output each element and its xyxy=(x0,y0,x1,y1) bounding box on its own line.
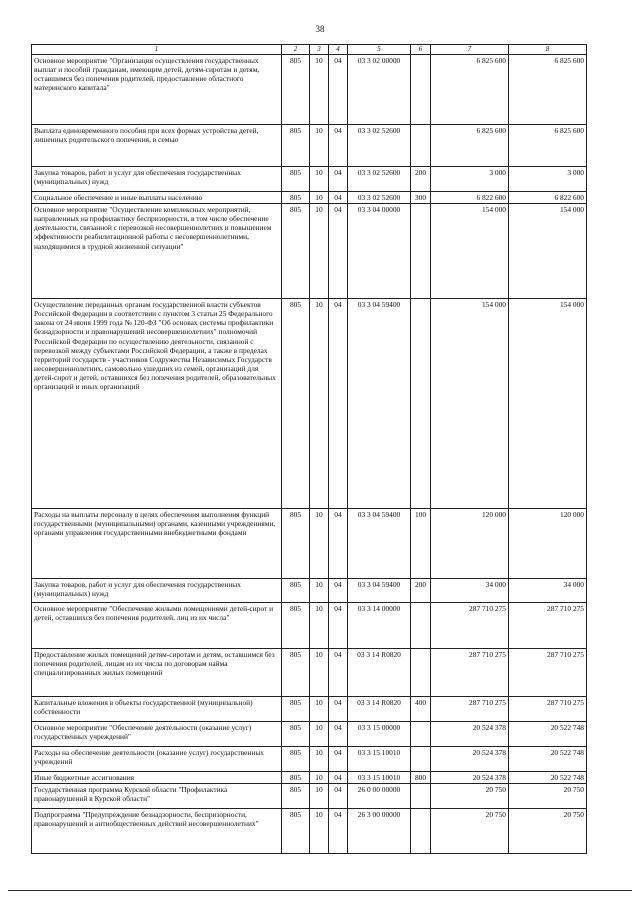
row-pr: 04 xyxy=(329,125,348,167)
row-name: Основное мероприятие "Организация осуществления государственных выплат и пособий гражданам, имеющим детей, детям-сиротам и детям, оставшимся без попечения родителей, предоставление областного материнского капитала" xyxy=(32,55,282,125)
row-vr: 400 xyxy=(411,697,431,722)
row-sum-col8: 120 000 xyxy=(509,509,587,579)
row-sum-col7: 20 524 378 xyxy=(431,747,509,772)
row-gr: 805 xyxy=(282,125,310,167)
row-vr: 300 xyxy=(411,192,431,204)
table-row xyxy=(32,579,587,603)
row-rz: 10 xyxy=(310,167,329,192)
row-gr: 805 xyxy=(282,603,310,649)
row-pr: 04 xyxy=(329,809,348,854)
row-sum-col8: 287 710 275 xyxy=(509,649,587,697)
row-csr: 03 3 14 00000 xyxy=(348,603,411,649)
row-pr: 04 xyxy=(329,603,348,649)
row-sum-col7: 20 524 378 xyxy=(431,772,509,784)
row-vr xyxy=(411,747,431,772)
row-gr: 805 xyxy=(282,772,310,784)
table-row xyxy=(32,167,587,192)
row-sum-col7: 6 825 600 xyxy=(431,55,509,125)
row-name: Осуществление переданных органам государственной власти субъектов Российской Федерации в соответствии с пунктом 3 статьи 25 Федерального закона от 24 июня 1999 года № 120-ФЗ "Об основах системы профилактики безнадзорности и правонарушений несовершеннолетних" полномочий Российской Федерации по осуществлению деятельности, связанной с перевозкой между субъектами Российской Федерации, а также в пределах территорий государств - участников Содружества Независимых Государств несовершеннолетних, самовольно ушедших из семей, организаций для детей-сирот и детей, оставшихся без попечения родителей, образовательных организаций и иных организаций xyxy=(32,299,282,509)
row-rz: 10 xyxy=(310,603,329,649)
row-sum-col8: 154 000 xyxy=(509,204,587,299)
row-sum-col8: 20 522 748 xyxy=(509,772,587,784)
row-rz: 10 xyxy=(310,192,329,204)
row-sum-col8: 6 822 600 xyxy=(509,192,587,204)
row-pr: 04 xyxy=(329,167,348,192)
row-name: Закупка товаров, работ и услуг для обеспечения государственных (муниципальных) нужд xyxy=(32,579,282,603)
row-pr: 04 xyxy=(329,649,348,697)
table-row xyxy=(32,204,587,299)
row-sum-col7: 20 750 xyxy=(431,809,509,854)
row-sum-col8: 20 522 748 xyxy=(509,722,587,747)
row-pr: 04 xyxy=(329,784,348,809)
row-sum-col7: 34 000 xyxy=(431,579,509,603)
row-pr: 04 xyxy=(329,192,348,204)
row-gr: 805 xyxy=(282,809,310,854)
table-row xyxy=(32,55,587,125)
row-csr: 03 3 14 R0820 xyxy=(348,649,411,697)
row-sum-col8: 6 825 600 xyxy=(509,125,587,167)
row-rz: 10 xyxy=(310,722,329,747)
row-csr: 26 3 00 00000 xyxy=(348,809,411,854)
row-csr: 03 3 02 52600 xyxy=(348,125,411,167)
row-sum-col7: 120 000 xyxy=(431,509,509,579)
col-header-4: 4 xyxy=(329,45,348,55)
header-row xyxy=(32,45,587,55)
row-csr: 03 3 15 10010 xyxy=(348,772,411,784)
table-row xyxy=(32,603,587,649)
row-pr: 04 xyxy=(329,697,348,722)
row-csr: 03 3 02 00000 xyxy=(348,55,411,125)
table-row xyxy=(32,697,587,722)
row-vr xyxy=(411,649,431,697)
row-pr: 04 xyxy=(329,772,348,784)
row-vr xyxy=(411,125,431,167)
table-row xyxy=(32,299,587,509)
table-row xyxy=(32,809,587,854)
row-vr: 800 xyxy=(411,772,431,784)
row-pr: 04 xyxy=(329,579,348,603)
row-gr: 805 xyxy=(282,784,310,809)
col-header-8: 8 xyxy=(509,45,587,55)
row-vr xyxy=(411,204,431,299)
row-sum-col8: 20 750 xyxy=(509,809,587,854)
row-gr: 805 xyxy=(282,722,310,747)
row-name: Капитальные вложения в объекты государственной (муниципальной) собственности xyxy=(32,697,282,722)
row-rz: 10 xyxy=(310,55,329,125)
row-pr: 04 xyxy=(329,204,348,299)
row-sum-col8: 20 522 748 xyxy=(509,747,587,772)
row-vr xyxy=(411,299,431,509)
row-gr: 805 xyxy=(282,192,310,204)
row-sum-col8: 287 710 275 xyxy=(509,697,587,722)
row-sum-col8: 154 000 xyxy=(509,299,587,509)
table-row xyxy=(32,772,587,784)
row-sum-col7: 3 000 xyxy=(431,167,509,192)
col-header-7: 7 xyxy=(431,45,509,55)
table-row xyxy=(32,722,587,747)
col-header-2: 2 xyxy=(282,45,310,55)
row-rz: 10 xyxy=(310,747,329,772)
row-gr: 805 xyxy=(282,649,310,697)
table-row xyxy=(32,649,587,697)
row-csr: 03 3 02 52600 xyxy=(348,167,411,192)
row-name: Государственная программа Курской области "Профилактика правонарушений в Курской области" xyxy=(32,784,282,809)
row-vr xyxy=(411,722,431,747)
row-gr: 805 xyxy=(282,579,310,603)
row-pr: 04 xyxy=(329,722,348,747)
col-header-3: 3 xyxy=(310,45,329,55)
row-csr: 03 3 14 R0820 xyxy=(348,697,411,722)
row-name: Основное мероприятие "Осуществление комплексных мероприятий, направленных на профилактику беспризорности, в том числе обеспечение деятельности, связанной с перевозкой несовершеннолетних и повышением эффективности реабилитационной работы с несовершеннолетними, находящимися в трудной жизненной ситуации" xyxy=(32,204,282,299)
row-vr: 100 xyxy=(411,509,431,579)
row-gr: 805 xyxy=(282,697,310,722)
row-gr: 805 xyxy=(282,747,310,772)
row-csr: 03 3 02 52600 xyxy=(348,192,411,204)
row-sum-col8: 3 000 xyxy=(509,167,587,192)
col-header-5: 5 xyxy=(348,45,411,55)
row-vr xyxy=(411,55,431,125)
col-header-6: 6 xyxy=(411,45,431,55)
row-rz: 10 xyxy=(310,299,329,509)
row-rz: 10 xyxy=(310,579,329,603)
row-vr xyxy=(411,809,431,854)
row-pr: 04 xyxy=(329,747,348,772)
row-name: Подпрограмма "Предупреждение безнадзорности, беспризорности, правонарушений и антиобщественных действий несовершеннолетних" xyxy=(32,809,282,854)
row-rz: 10 xyxy=(310,649,329,697)
row-rz: 10 xyxy=(310,772,329,784)
row-pr: 04 xyxy=(329,509,348,579)
table-row xyxy=(32,125,587,167)
row-gr: 805 xyxy=(282,204,310,299)
row-sum-col7: 154 000 xyxy=(431,299,509,509)
row-sum-col7: 20 750 xyxy=(431,784,509,809)
row-name: Выплата единовременного пособия при всех формах устройства детей, лишенных родительского попечения, в семью xyxy=(32,125,282,167)
row-rz: 10 xyxy=(310,697,329,722)
row-vr xyxy=(411,603,431,649)
row-csr: 03 3 15 00000 xyxy=(348,722,411,747)
row-name: Основное мероприятие "Обеспечение деятельности (оказание услуг) государственных учреждений" xyxy=(32,722,282,747)
row-name: Предоставление жилых помещений детям-сиротам и детям, оставшимся без попечения родителей, лицам из их числа по договорам найма специализированных жилых помещений xyxy=(32,649,282,697)
row-csr: 26 0 00 00000 xyxy=(348,784,411,809)
row-csr: 03 3 04 00000 xyxy=(348,204,411,299)
table-row xyxy=(32,747,587,772)
budget-table xyxy=(31,44,587,854)
row-name: Иные бюджетные ассигнования xyxy=(32,772,282,784)
row-sum-col7: 20 524 378 xyxy=(431,722,509,747)
row-sum-col8: 34 000 xyxy=(509,579,587,603)
row-gr: 805 xyxy=(282,299,310,509)
row-csr: 03 3 04 59400 xyxy=(348,299,411,509)
row-vr xyxy=(411,784,431,809)
row-rz: 10 xyxy=(310,784,329,809)
row-gr: 805 xyxy=(282,509,310,579)
row-csr: 03 3 04 59400 xyxy=(348,509,411,579)
row-name: Расходы на выплаты персоналу в целях обеспечения выполнения функций государственными (муниципальными) органами, казенными учреждениями, органами управления государственными внебюджетными фондами xyxy=(32,509,282,579)
row-sum-col8: 6 825 600 xyxy=(509,55,587,125)
row-sum-col8: 20 750 xyxy=(509,784,587,809)
row-rz: 10 xyxy=(310,809,329,854)
row-vr: 200 xyxy=(411,167,431,192)
row-csr: 03 3 04 59400 xyxy=(348,579,411,603)
row-pr: 04 xyxy=(329,299,348,509)
row-sum-col8: 287 710 275 xyxy=(509,603,587,649)
row-csr: 03 3 15 10010 xyxy=(348,747,411,772)
row-pr: 04 xyxy=(329,55,348,125)
row-sum-col7: 6 825 600 xyxy=(431,125,509,167)
row-sum-col7: 287 710 275 xyxy=(431,649,509,697)
row-name: Закупка товаров, работ и услуг для обеспечения государственных (муниципальных) нужд xyxy=(32,167,282,192)
row-name: Основное мероприятие "Обеспечение жилыми помещениями детей-сирот и детей, оставшихся без попечения родителей, лиц из их числа" xyxy=(32,603,282,649)
row-rz: 10 xyxy=(310,509,329,579)
col-header-1: 1 xyxy=(32,45,282,55)
table-row xyxy=(32,509,587,579)
row-gr: 805 xyxy=(282,55,310,125)
row-sum-col7: 287 710 275 xyxy=(431,697,509,722)
row-sum-col7: 154 000 xyxy=(431,204,509,299)
row-sum-col7: 287 710 275 xyxy=(431,603,509,649)
table-row xyxy=(32,192,587,204)
footer-rule xyxy=(8,890,632,891)
row-name: Социальное обеспечение и иные выплаты населению xyxy=(32,192,282,204)
row-rz: 10 xyxy=(310,204,329,299)
row-gr: 805 xyxy=(282,167,310,192)
page-number: 38 xyxy=(315,24,325,34)
row-rz: 10 xyxy=(310,125,329,167)
row-name: Расходы на обеспечение деятельности (оказание услуг) государственных учреждений xyxy=(32,747,282,772)
row-vr: 200 xyxy=(411,579,431,603)
table-row xyxy=(32,784,587,809)
row-sum-col7: 6 822 600 xyxy=(431,192,509,204)
